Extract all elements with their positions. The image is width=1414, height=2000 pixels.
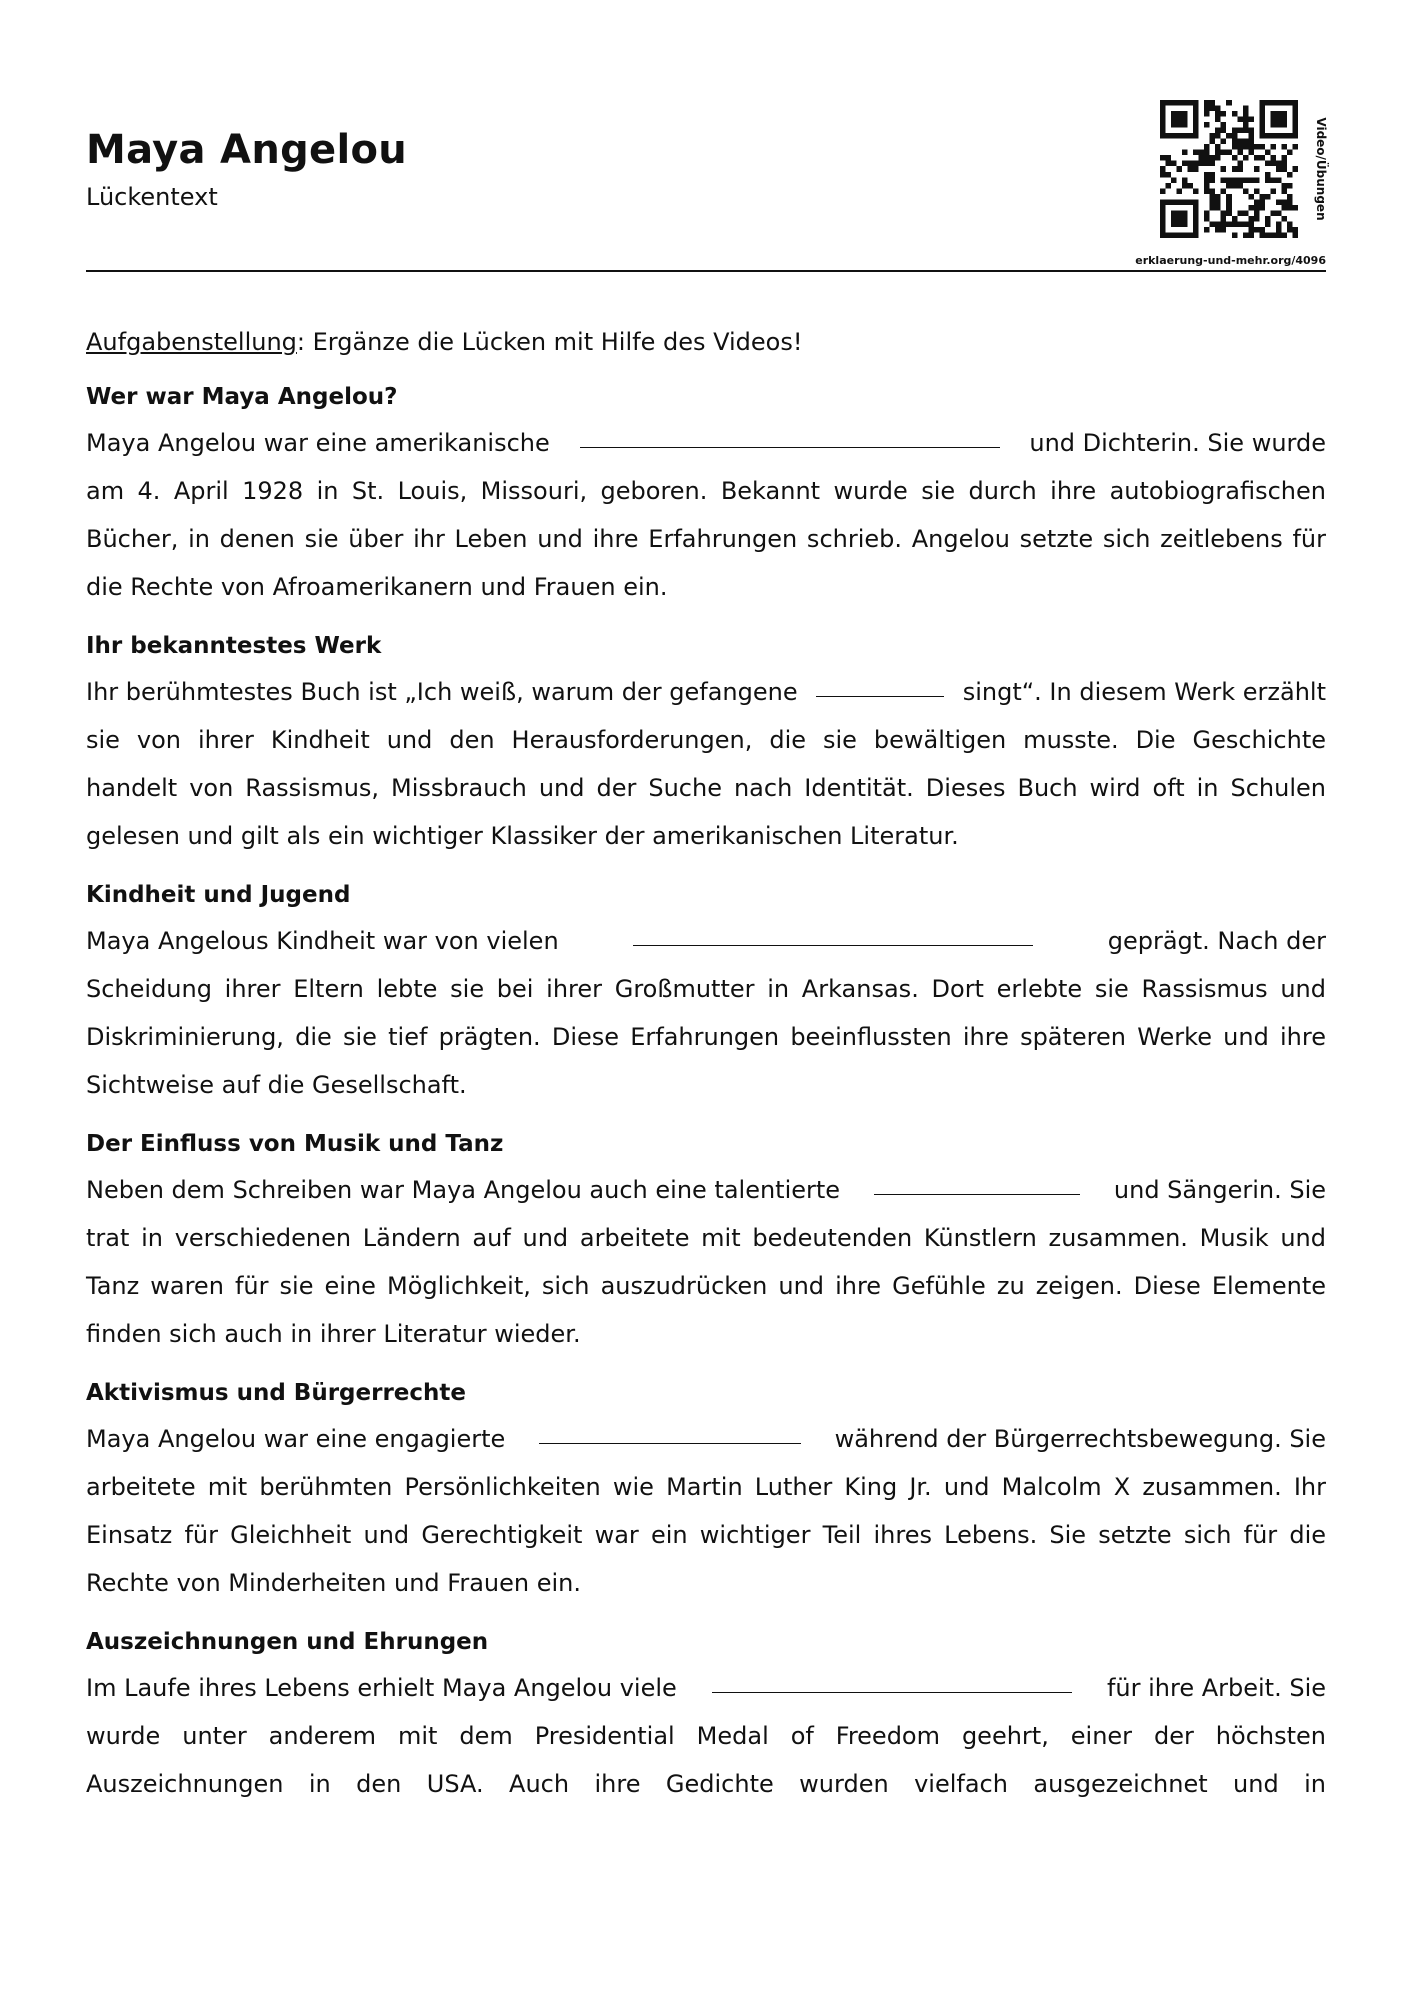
page-title: Maya Angelou (86, 127, 408, 173)
line-text-after: und Sängerin. Sie (1113, 1176, 1326, 1204)
text-line (86, 1664, 1326, 1712)
line-text: trat in verschiedenen Ländern auf und arbeitete mit bedeutenden Künstlern zusammen. Musik und (86, 1224, 1326, 1252)
text-line (86, 1310, 1326, 1358)
text-line (86, 1262, 1326, 1310)
line-text: am 4. April 1928 in St. Louis, Missouri, geboren. Bekannt wurde sie durch ihre autobiografischen (86, 477, 1326, 505)
section-heading: Wer war Maya Angelou? (86, 384, 398, 410)
fill-in-blank[interactable] (712, 1664, 1072, 1693)
text-line (86, 716, 1326, 764)
text-section (86, 1122, 1326, 1358)
page-subtitle: Lückentext (86, 183, 218, 211)
line-text: Bücher, in denen sie über ihr Leben und ihre Erfahrungen schrieb. Angelou setzte sich zeitlebens für (86, 525, 1326, 553)
line-text-before: Neben dem Schreiben war Maya Angelou auch eine talentierte (86, 1176, 841, 1204)
text-line (86, 1511, 1326, 1559)
fill-in-blank[interactable] (633, 917, 1033, 946)
section-heading: Auszeichnungen und Ehrungen (86, 1629, 489, 1655)
qr-code-icon[interactable] (1160, 100, 1298, 238)
line-text-before: Maya Angelou war eine amerikanische (86, 429, 550, 457)
line-text: gelesen und gilt als ein wichtiger Klassiker der amerikanischen Literatur. (86, 822, 959, 850)
line-text: Rechte von Minderheiten und Frauen ein. (86, 1569, 581, 1597)
text-section (86, 624, 1326, 860)
qr-label-text: Video/Übungen (1314, 117, 1328, 221)
text-section (86, 873, 1326, 1109)
line-text: Scheidung ihrer Eltern lebte sie bei ihrer Großmutter in Arkansas. Dort erlebte sie Rassismus und (86, 975, 1326, 1003)
line-text: Diskriminierung, die sie tief prägten. Diese Erfahrungen beeinflussten ihre späteren Werke und ihre (86, 1023, 1326, 1051)
text-section (86, 1620, 1326, 1808)
text-line (86, 1061, 1326, 1109)
text-line (86, 668, 1326, 716)
text-line (86, 1013, 1326, 1061)
line-text-after: geprägt. Nach der (1107, 927, 1326, 955)
line-text: die Rechte von Afroamerikanern und Frauen ein. (86, 573, 668, 601)
line-text: sie von ihrer Kindheit und den Herausforderungen, die sie bewältigen musste. Die Geschichte (86, 726, 1326, 754)
text-line (86, 1463, 1326, 1511)
task-text: : Ergänze die Lücken mit Hilfe des Videos! (296, 328, 803, 356)
text-line (86, 1760, 1326, 1808)
text-line (86, 917, 1326, 965)
line-text: Sichtweise auf die Gesellschaft. (86, 1071, 467, 1099)
line-text: Tanz waren für sie eine Möglichkeit, sich auszudrücken und ihre Gefühle zu zeigen. Diese Elemente (86, 1272, 1326, 1300)
text-line (86, 515, 1326, 563)
worksheet-content (86, 322, 1326, 1808)
line-text-after: während der Bürgerrechtsbewegung. Sie (834, 1425, 1326, 1453)
line-text: wurde unter anderem mit dem Presidential Medal of Freedom geehrt, einer der höchsten (86, 1722, 1326, 1750)
section-heading: Aktivismus und Bürgerrechte (86, 1380, 466, 1406)
line-text-after: für ihre Arbeit. Sie (1106, 1674, 1326, 1702)
text-line (86, 1559, 1326, 1607)
text-line (86, 764, 1326, 812)
text-line (86, 467, 1326, 515)
fill-in-blank[interactable] (539, 1415, 801, 1444)
text-line (86, 419, 1326, 467)
fill-in-blank[interactable] (816, 668, 944, 697)
line-text-before: Ihr berühmtestes Buch ist „Ich weiß, warum der gefangene (86, 678, 798, 706)
text-line (86, 1712, 1326, 1760)
text-section (86, 375, 1326, 611)
line-text-before: Maya Angelous Kindheit war von vielen (86, 927, 559, 955)
text-line (86, 965, 1326, 1013)
task-instruction (86, 322, 1326, 362)
qr-label (1308, 112, 1334, 226)
line-text: arbeitete mit berühmten Persönlichkeiten wie Martin Luther King Jr. und Malcolm X zusammen. Ihr (86, 1473, 1326, 1501)
section-heading: Der Einfluss von Musik und Tanz (86, 1131, 504, 1157)
header-divider (86, 270, 1326, 272)
line-text-before: Maya Angelou war eine engagierte (86, 1425, 506, 1453)
text-line (86, 1166, 1326, 1214)
line-text: handelt von Rassismus, Missbrauch und der Suche nach Identität. Dieses Buch wird oft in Schulen (86, 774, 1326, 802)
text-line (86, 1415, 1326, 1463)
section-heading: Kindheit und Jugend (86, 882, 351, 908)
line-text: finden sich auch in ihrer Literatur wieder. (86, 1320, 581, 1348)
text-line (86, 812, 1326, 860)
line-text: Einsatz für Gleichheit und Gerechtigkeit war ein wichtiger Teil ihres Lebens. Sie setzte sich für die (86, 1521, 1326, 1549)
task-label: Aufgabenstellung (86, 328, 297, 356)
line-text-before: Im Laufe ihres Lebens erhielt Maya Angelou viele (86, 1674, 677, 1702)
section-heading: Ihr bekanntestes Werk (86, 633, 382, 659)
text-section (86, 1371, 1326, 1607)
fill-in-blank[interactable] (580, 419, 1000, 448)
source-url[interactable]: erklaerung-und-mehr.org/4096 (1135, 254, 1326, 267)
text-line (86, 563, 1326, 611)
fill-in-blank[interactable] (874, 1166, 1080, 1195)
text-line (86, 1214, 1326, 1262)
line-text: Auszeichnungen in den USA. Auch ihre Gedichte wurden vielfach ausgezeichnet und in (86, 1770, 1326, 1798)
line-text-after: und Dichterin. Sie wurde (1029, 429, 1326, 457)
line-text-after: singt“. In diesem Werk erzählt (962, 678, 1326, 706)
